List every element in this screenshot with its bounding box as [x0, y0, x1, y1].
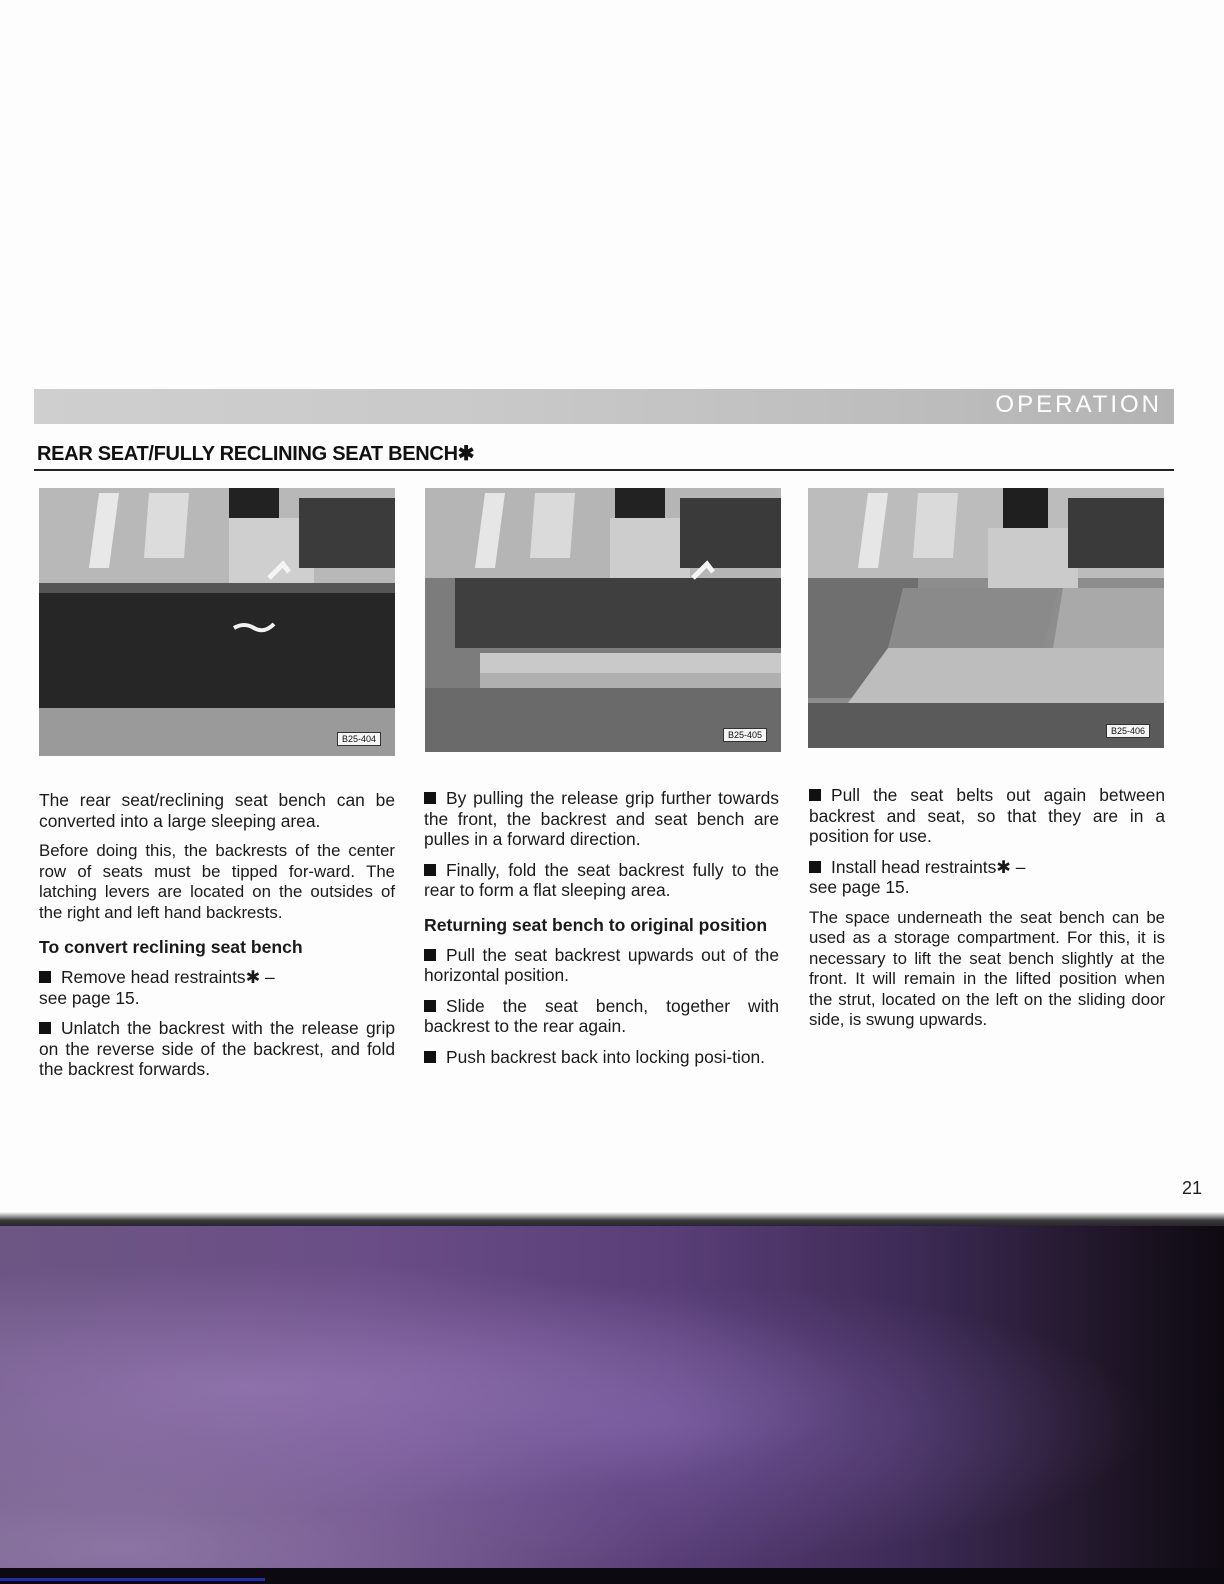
photo-3-image: [808, 488, 1164, 748]
bullet-icon: [39, 1022, 51, 1034]
bullet-text: Slide the seat bench, together with backrest to the rear again.: [424, 995, 779, 1036]
photo-code: B25-404: [337, 732, 381, 746]
text-column-2: [424, 788, 779, 1077]
photo-code: B25-405: [723, 728, 767, 742]
bullet-icon: [424, 1051, 436, 1063]
bullet-item: [809, 785, 1165, 847]
section-label: OPERATION: [995, 391, 1162, 418]
bullet-icon: [424, 792, 436, 804]
photo-1-image: [39, 488, 395, 756]
photo-2: [425, 488, 781, 752]
bullet-item: [424, 945, 779, 986]
bullet-icon: [809, 861, 821, 873]
photo-code: B25-406: [1106, 724, 1150, 738]
bullet-item: [424, 1047, 779, 1068]
bullet-icon: [424, 949, 436, 961]
bullet-icon: [424, 864, 436, 876]
page-title: REAR SEAT/FULLY RECLINING SEAT BENCH✱: [37, 443, 475, 465]
paragraph: The space underneath the seat bench can be used as a storage compartment. For this, it is necessary to lift the seat bench slightly at the front. It will remain in the lifted position when the strut, located on the left on the sliding door side, is swung upwards.: [809, 907, 1165, 1029]
title-rule: [34, 469, 1174, 471]
bullet-text: By pulling the release grip further towards the front, the backrest and seat bench are pulles in a forward direction.: [424, 788, 779, 849]
page-edge-shadow: [0, 1212, 1224, 1226]
bullet-item: [39, 967, 395, 1008]
text-column-3: [809, 785, 1165, 1041]
scan-bottom-edge: [0, 1568, 1224, 1584]
scan-background: [0, 1226, 1224, 1584]
bullet-text: Remove head restraints✱ –: [61, 967, 275, 987]
bullet-icon: [39, 971, 51, 983]
paragraph: Before doing this, the backrests of the center row of seats must be tipped for-ward. The latching levers are located on the outsides of the right and left hand backrests.: [39, 841, 395, 922]
text-column-1: [39, 790, 395, 1090]
page-number: 21: [1181, 1178, 1202, 1198]
bullet-item: [424, 996, 779, 1037]
bullet-text: Pull the seat backrest upwards out of the horizontal position.: [424, 944, 779, 985]
bullet-text: Install head restraints✱ –: [831, 856, 1026, 877]
bullet-item: [424, 788, 779, 850]
bullet-icon: [424, 1000, 436, 1012]
photo-3: [808, 488, 1164, 748]
bullet-icon: [809, 789, 821, 801]
bullet-text: Unlatch the backrest with the release grip on the reverse side of the backrest, and fold the backrest forwards.: [39, 1018, 395, 1079]
bullet-text: Push backrest back into locking posi-tion.: [446, 1046, 765, 1067]
paragraph: The rear seat/reclining seat bench can be converted into a large sleeping area.: [39, 790, 395, 831]
bullet-item: [39, 1018, 395, 1080]
bullet-text: Pull the seat belts out again between backrest and seat, so that they are in a position for use.: [809, 785, 1165, 846]
photo-2-image: [425, 488, 781, 752]
bullet-text: see page 15.: [809, 877, 910, 897]
bullet-item: [809, 857, 1165, 898]
scan-blue-mark: [0, 1578, 265, 1581]
section-header-bar: [34, 389, 1174, 424]
bullet-item: [424, 860, 779, 901]
section-heading: To convert reclining seat bench: [39, 937, 303, 957]
bullet-text: Finally, fold the seat backrest fully to the rear to form a flat sleeping area.: [424, 859, 779, 900]
bullet-text: see page 15.: [39, 987, 140, 1008]
photo-1: [39, 488, 395, 756]
section-heading: Returning seat bench to original position: [424, 914, 768, 935]
